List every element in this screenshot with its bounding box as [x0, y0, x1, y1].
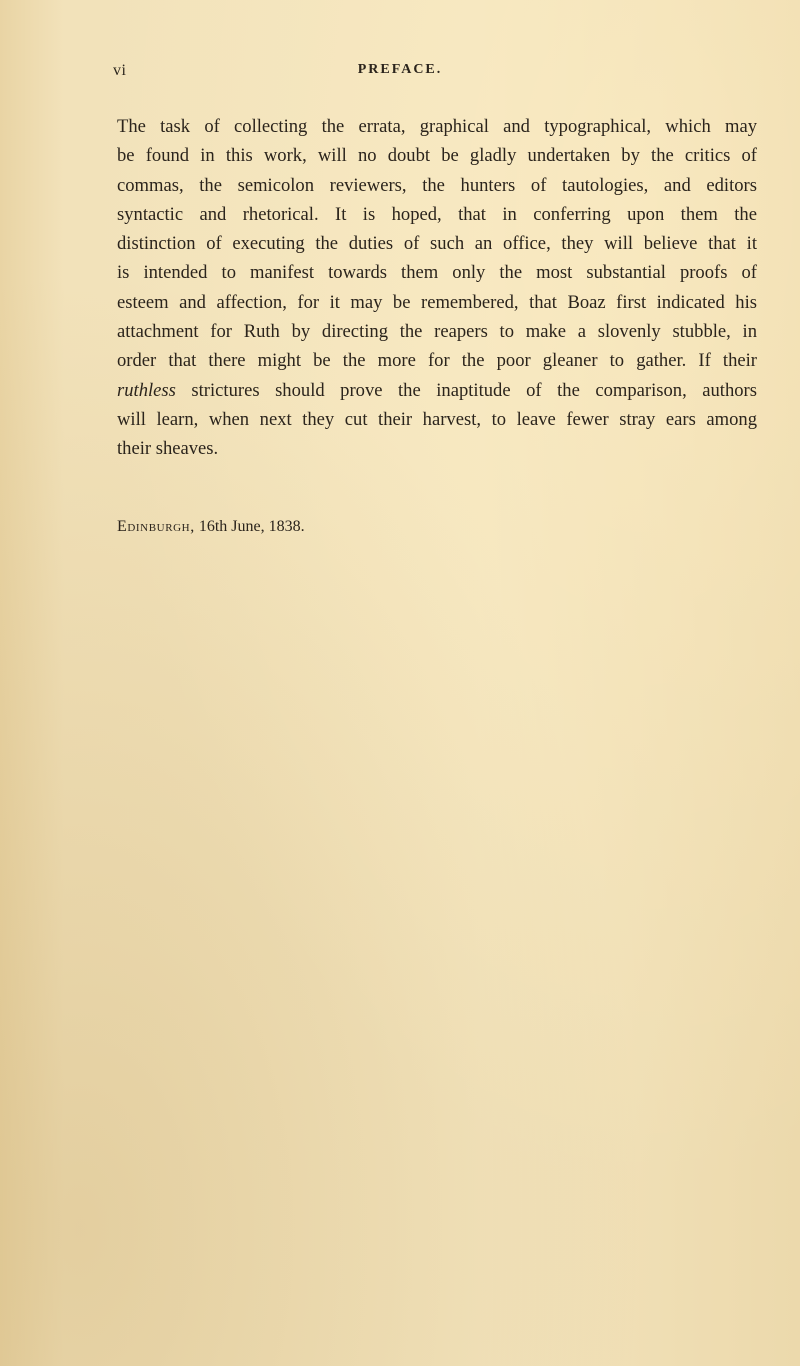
preface-paragraph — [117, 112, 757, 464]
signature-place: Edinburgh, — [117, 518, 195, 535]
text-line-5: distinction of executing the duties of such an office, they will believe that it — [117, 233, 757, 255]
text-line-9: order that there might be the more for the poor gleaner to gather. If their — [117, 350, 757, 372]
text-line-10-rest: strictures should prove the inaptitude of the comparison, authors — [191, 379, 757, 401]
italic-word: ruthless — [117, 379, 176, 401]
text-line-8: attachment for Ruth by directing the reapers to make a slovenly stubble, in — [117, 321, 757, 343]
text-line-7: esteem and affection, for it may be remembered, that Boaz first indicated his — [117, 291, 757, 313]
text-line-11: will learn, when next they cut their harvest, to leave fewer stray ears among — [117, 408, 757, 430]
text-line-12: their sheaves. — [117, 438, 219, 460]
running-head-title: PREFACE. — [357, 62, 443, 77]
text-line-10 — [117, 376, 757, 405]
text-line-3: commas, the semicolon reviewers, the hunters of tautologies, and editors — [117, 174, 757, 196]
page-number: vi — [113, 62, 127, 79]
text-line-4: syntactic and rhetorical. It is hoped, that in conferring upon them the — [117, 203, 757, 225]
text-line-6: is intended to manifest towards them only the most substantial proofs of — [117, 262, 757, 284]
signature-line — [117, 518, 305, 536]
signature-date: 16th June, 1838. — [198, 518, 305, 535]
text-line-2: be found in this work, will no doubt be gladly undertaken by the critics of — [117, 145, 757, 167]
running-head — [0, 62, 800, 84]
text-line-1: The task of collecting the errata, graphical and typographical, which may — [117, 116, 757, 137]
